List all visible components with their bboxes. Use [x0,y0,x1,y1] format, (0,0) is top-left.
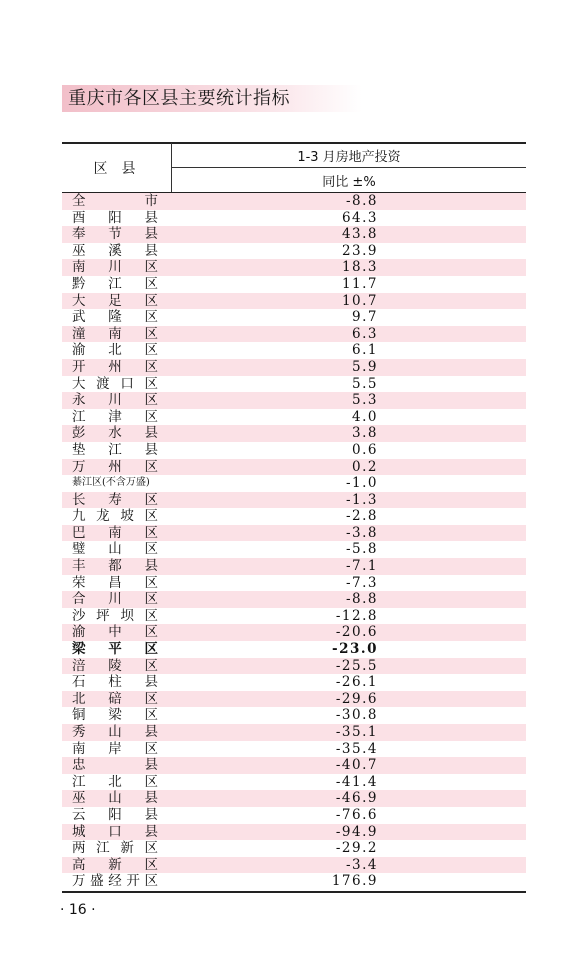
growth-value: -41.4 [335,773,378,790]
table-row [62,376,526,393]
growth-value: 5.5 [352,375,378,392]
table-row [62,226,526,243]
region-name: 江 北 区 [72,773,158,790]
region-name: 巴 南 区 [72,524,158,541]
region-name: 云 阳 县 [72,806,158,823]
table-row [62,293,526,310]
region-name: 两 江 新 区 [72,840,158,857]
growth-value: -2.8 [345,508,378,525]
table-row [62,624,526,641]
table-row [62,641,526,658]
growth-value: -8.8 [345,193,378,209]
growth-value: -7.1 [345,558,378,575]
growth-value: 9.7 [352,309,378,326]
region-name: 渝 中 区 [72,624,158,641]
region-name: 高 新 区 [72,856,158,873]
region-name: 九 龙 坡 区 [72,508,158,525]
table-row [62,807,526,824]
region-name: 万 盛 经 开 区 [72,873,158,890]
region-name: 巫 山 县 [72,790,158,807]
growth-value: 4.0 [352,408,378,425]
table-row [62,508,526,525]
region-name: 綦江区(不含万盛) [72,477,150,489]
table-row [62,840,526,857]
growth-value: -35.4 [335,740,378,757]
growth-value: -3.8 [345,524,378,541]
growth-value: -3.4 [345,856,378,873]
table-row [62,824,526,841]
region-name: 大 足 区 [72,292,158,309]
table-row [62,459,526,476]
growth-value: -12.8 [335,607,378,624]
table-row [62,309,526,326]
region-name: 秀 山 县 [72,724,158,740]
growth-value: -76.6 [335,806,378,823]
growth-value: -46.9 [335,790,378,807]
growth-value: 6.1 [352,342,378,359]
header-region: 区县 [93,160,150,177]
table-row [62,674,526,691]
region-name: 梁 平 区 [72,641,158,658]
region-name: 璧 山 区 [72,541,158,558]
region-name: 全 市 [72,193,158,209]
region-name: 永 川 区 [72,392,158,409]
growth-value: 18.3 [341,259,378,276]
growth-value: -20.6 [335,624,378,641]
growth-value: 10.7 [341,292,378,309]
region-name: 合 川 区 [72,591,158,608]
growth-value: -94.9 [335,823,378,840]
growth-value: 11.7 [341,275,378,292]
header-metric: 1-3 月房地产投资 [297,150,401,165]
region-name: 武 隆 区 [72,309,158,326]
table-row [62,359,526,376]
region-name: 黔 江 区 [72,275,158,292]
table-row [62,591,526,608]
table-row [62,243,526,260]
table-bottom-rule [62,891,526,893]
growth-value: 23.9 [341,242,378,259]
growth-value: -7.3 [345,574,378,591]
table-row [62,259,526,276]
table-row [62,724,526,741]
table-row [62,525,526,542]
table-row [62,210,526,227]
growth-value: -23.0 [332,641,378,658]
growth-value: 64.3 [341,209,378,226]
region-name: 开 州 区 [72,358,158,375]
region-name: 万 州 区 [72,458,158,475]
region-name: 沙 坪 坝 区 [72,607,158,624]
growth-value: 43.8 [341,226,378,243]
table-row [62,392,526,409]
region-name: 奉 节 县 [72,226,158,243]
growth-value: 176.9 [331,873,378,890]
region-name: 北 碚 区 [72,690,158,707]
table-row [62,442,526,459]
region-name: 丰 都 县 [72,558,158,575]
table-row [62,608,526,625]
table-row [62,873,526,890]
table-row [62,707,526,724]
table-row [62,790,526,807]
region-name: 南 岸 区 [72,740,158,757]
table-row [62,658,526,675]
table-row [62,475,526,492]
region-name: 巫 溪 县 [72,242,158,259]
growth-value: -8.8 [345,591,378,608]
region-name: 涪 陵 区 [72,657,158,674]
region-name: 石 柱 县 [72,674,158,691]
table-row [62,492,526,509]
table-row [62,342,526,359]
growth-value: -30.8 [335,707,378,724]
region-name: 长 寿 区 [72,491,158,508]
growth-value: -35.1 [335,724,378,740]
region-name: 江 津 区 [72,408,158,425]
region-name: 彭 水 县 [72,425,158,442]
table-row [62,558,526,575]
table-row [62,541,526,558]
page-title: 重庆市各区县主要统计指标 [68,88,290,109]
region-name: 南 川 区 [72,259,158,276]
region-name: 荣 昌 区 [72,574,158,591]
growth-value: -5.8 [345,541,378,558]
growth-value: -29.6 [335,690,378,707]
growth-value: 0.6 [352,441,378,458]
header-subtitle: 同比 ±% [322,174,376,190]
page-number: · 16 · [60,902,96,918]
growth-value: -1.3 [345,491,378,508]
growth-value: 0.2 [352,458,378,475]
region-name: 铜 梁 区 [72,707,158,724]
table-row [62,409,526,426]
region-name: 酉 阳 县 [72,209,158,226]
table-row [62,575,526,592]
growth-value: 5.9 [352,358,378,375]
region-name: 忠 县 [72,757,158,774]
table-row [62,425,526,442]
region-name: 潼 南 区 [72,325,158,342]
table-row [62,774,526,791]
table-row [62,691,526,708]
growth-value: 5.3 [352,392,378,409]
growth-value: 3.8 [352,425,378,442]
table-row [62,193,526,210]
table-row [62,741,526,758]
table-row [62,757,526,774]
table-row [62,326,526,343]
region-name: 垫 江 县 [72,441,158,458]
region-name: 大 渡 口 区 [72,375,158,392]
growth-value: -1.0 [345,475,378,492]
growth-value: 6.3 [352,325,378,342]
growth-value: -26.1 [335,674,378,691]
growth-value: -40.7 [335,757,378,774]
growth-value: -29.2 [335,840,378,857]
table-row [62,857,526,874]
table-body [62,193,526,890]
region-name: 城 口 县 [72,823,158,840]
region-name: 渝 北 区 [72,342,158,359]
growth-value: -25.5 [335,657,378,674]
table-row [62,276,526,293]
